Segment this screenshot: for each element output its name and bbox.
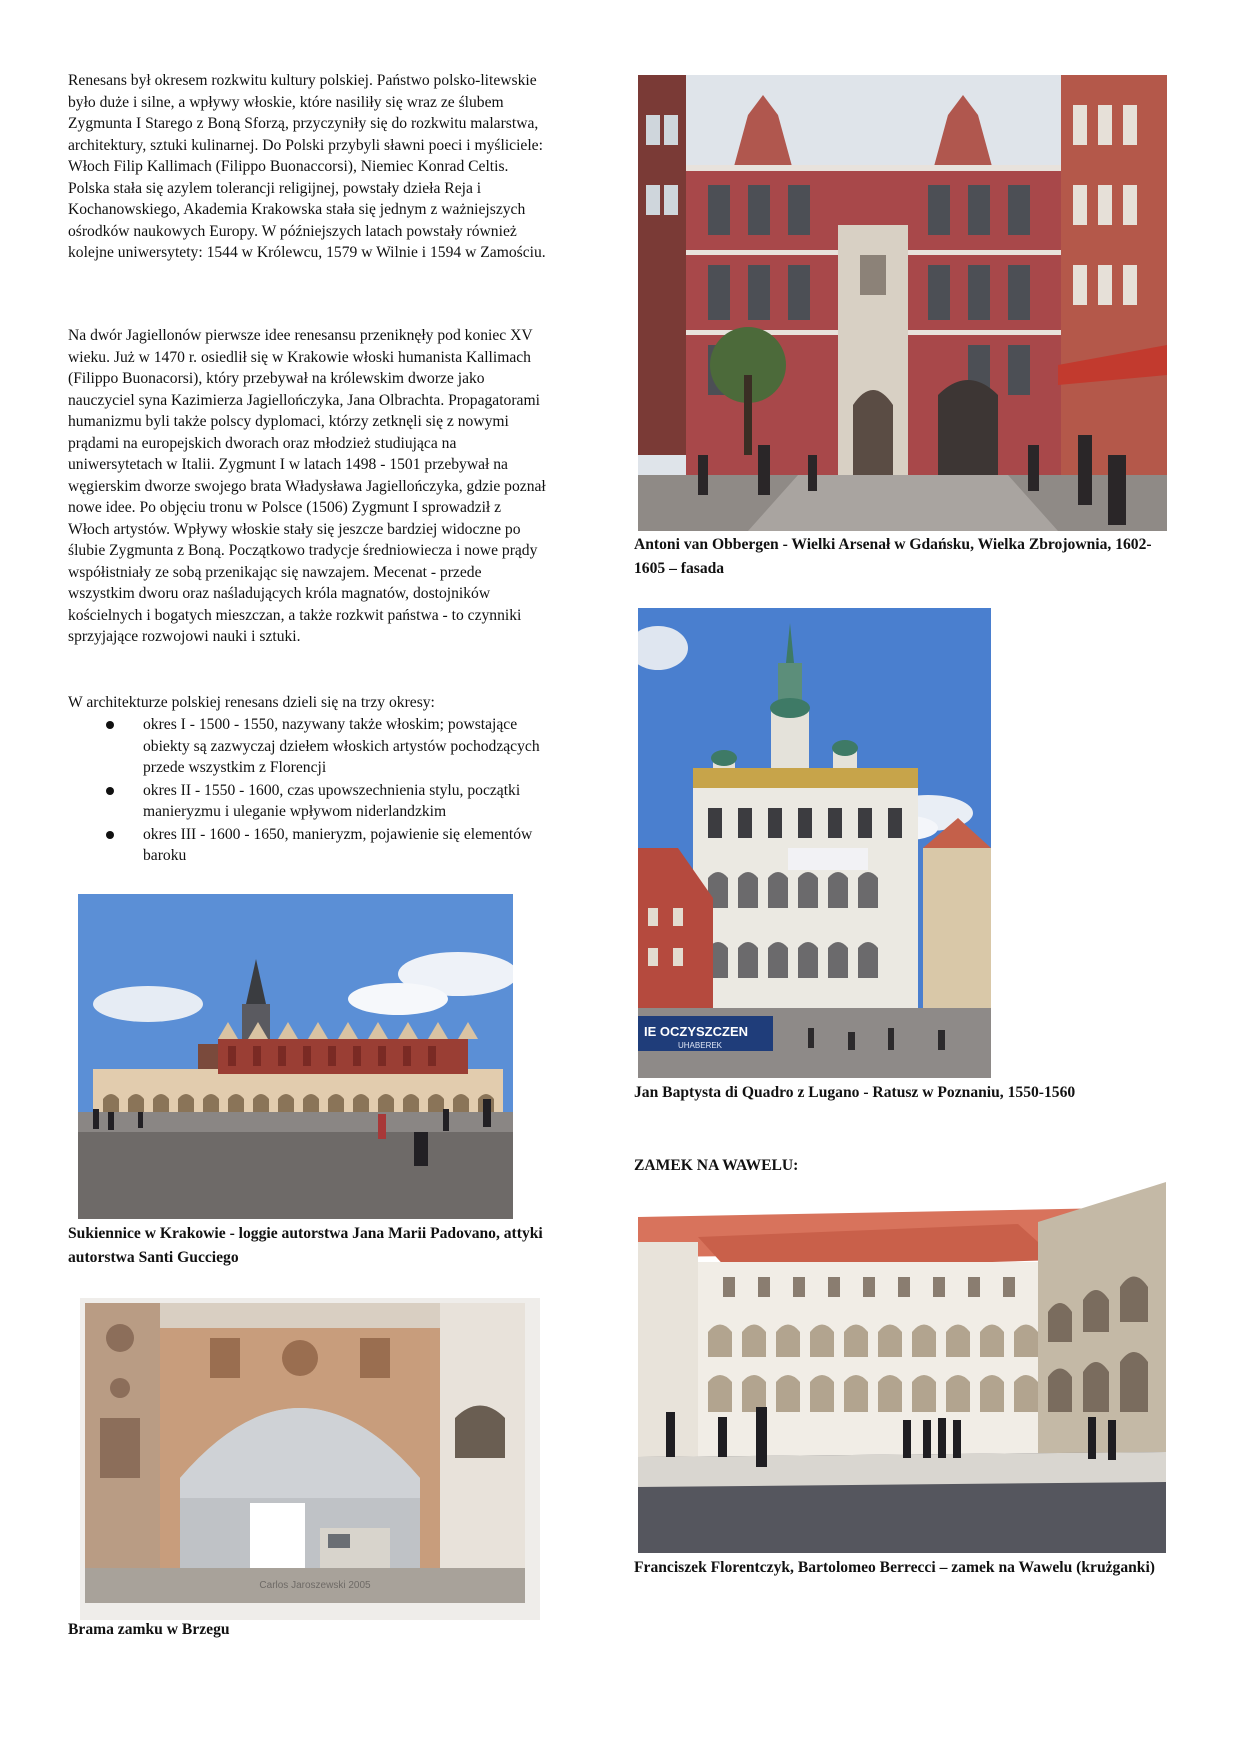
bullet-icon bbox=[106, 831, 114, 839]
sukiennice-photo bbox=[78, 894, 513, 1219]
photo-watermark: Carlos Jaroszewski 2005 bbox=[259, 1580, 371, 1591]
period-item: okres I - 1500 - 1550, nazywany także włoskim; powstające obiekty są zazwyczaj dziełem włoskich artystów pochodzących przede wszystkim z Florencji bbox=[68, 714, 546, 779]
arsenal-photo bbox=[638, 75, 1167, 531]
intro-paragraph-2: Na dwór Jagiellonów pierwsze idee renesansu przeniknęły pod koniec XV wieku. Już w 1470 r. osiedlił się w Krakowie włoski humanista Kallimach (Filippo Buonacorsi), który przebywał na królewskim dworze jako nauczyciel syna Kazimierza Jagiellończyka, Jana Olbrachta. Propagatorami humanizmu byli także polscy dyplomaci, którzy zetknęli się z nowymi prądami na europejskich dworach oraz młodzież studiująca na uniwersytetach w Italii. Zygmunt I w latach 1498 - 1501 przebywał na węgierskim dworze swojego brata Władysława Jagiellończyka, gdzie poznał nowe idee. Po objęciu tronu w Polsce (1506) Zygmunt I sprowadził z Włoch artystów. Wpływy włoskie stały się jeszcze bardziej widoczne po ślubie Zygmunta z Boną. Początkowo tradycje średniowiecza i nowe prądy współistniały ze sobą przenikając się nawzajem. Mecenat - przede wszystkim dworu oraz naśladujących króla magnatów, dostojników kościelnych i bogatych mieszczan, a także rozkwit państwa - to czynniki sprzyjające rozwojowi nauki i sztuki. bbox=[68, 327, 546, 645]
poznan-caption: Jan Baptysta di Quadro z Lugano - Ratusz w Poznaniu, 1550-1560 bbox=[634, 1084, 1076, 1101]
brzeg-caption: Brama zamku w Brzegu bbox=[68, 1621, 230, 1638]
wawel-caption: Franciszek Florentczyk, Bartolomeo Berrecci – zamek na Wawelu (krużganki) bbox=[634, 1559, 1156, 1576]
periods-list bbox=[68, 714, 546, 868]
brzeg-photo bbox=[80, 1298, 540, 1620]
bullet-icon bbox=[106, 721, 114, 729]
banner-subtext: UHABEREK bbox=[678, 1041, 723, 1050]
arsenal-caption: Antoni van Obbergen - Wielki Arsenał w Gdańsku, Wielka Zbrojownia, 1602-1605 – fasada bbox=[634, 536, 1152, 577]
sukiennice-caption: Sukiennice w Krakowie - loggie autorstwa Jana Marii Padovano, attyki autorstwa Santi Gucciego bbox=[68, 1225, 543, 1266]
intro-paragraph-1: Renesans był okresem rozkwitu kultury polskiej. Państwo polsko-litewskie było duże i silne, a wpływy włoskie, które nasiliły się wraz ze ślubem Zygmunta I Starego z Boną Sforzą, przyczyniły się do rozkwitu malarstwa, architektury, sztuki kulinarnej. Do Polski przybyli sławni poeci i myśliciele: Włoch Filip Kallimach (Filippo Buonaccorsi), Niemiec Konrad Celtis. Polska stała się azylem tolerancji religijnej, powstały dzieła Reja i Kochanowskiego, Akademia Krakowska stała się jednym z ważniejszych ośrodków naukowych Europy. W późniejszych latach powstały również kolejne uniwersytety: 1544 w Królewcu, 1579 w Wilnie i 1594 w Zamościu. bbox=[68, 72, 546, 261]
period-item: okres II - 1550 - 1600, czas upowszechnienia stylu, początki manieryzmu i uleganie wpływom niderlandzkim bbox=[68, 780, 546, 823]
poznan-photo bbox=[638, 608, 991, 1078]
periods-intro: W architekturze polskiej renesans dzieli się na trzy okresy: bbox=[68, 694, 435, 711]
period-item: okres III - 1600 - 1650, manieryzm, pojawienie się elementów baroku bbox=[68, 824, 546, 867]
wawel-heading: ZAMEK NA WAWELU: bbox=[634, 1157, 799, 1174]
wawel-photo bbox=[638, 1182, 1166, 1553]
bullet-icon bbox=[106, 787, 114, 795]
banner-text: IE OCZYSZCZEN bbox=[644, 1024, 749, 1039]
